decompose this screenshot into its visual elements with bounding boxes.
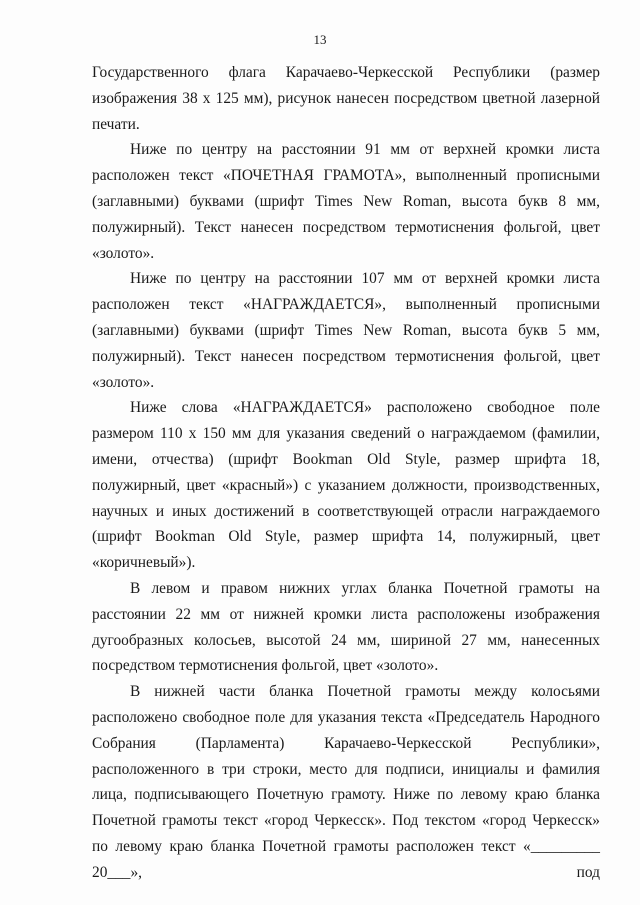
paragraph-recipient-field: Ниже слова «НАГРАЖДАЕТСЯ» расположено свободное поле размером 110 х 150 мм для указания сведений о награждаемом (фамилии, имени, отчества) (шрифт Bookman Old Style, размер шрифта 18, полужирный, цвет «красный») с указанием должности, производственных, научных и иных достижений в соответствующей отрасли награждаемого (шрифт Bookman Old Style, размер шрифта 14, полужирный, цвет «коричневый»). (92, 399, 600, 572)
document-body (92, 60, 600, 886)
page-number: 13 (313, 32, 327, 47)
paragraph-ears-images: В левом и правом нижних углах бланка Почетной грамоты на расстоянии 22 мм от нижней кромки листа расположены изображения дугообразных колосьев, высотой 24 мм, шириной 27 мм, нанесенных посредством термотиснения фольгой, цвет «золото». (92, 579, 600, 675)
paragraph-flag-continuation: Государственного флага Карачаево-Черкесской Республики (размер изображения 38 х 125 мм), рисунок нанесен посредством цветной лазерной печати. (92, 64, 600, 133)
paragraph-bottom-field: В нижней части бланка Почетной грамоты между колосьями расположено свободное поле для указания текста «Председатель Народного Собрания (Парламента) Карачаево-Черкесской Республики», расположенного в три строки, место для подписи, инициалы и фамилия лица, подписывающего Почетную грамоту. Ниже по левому краю бланка Почетной грамоты текст «город Черкесск». Под текстом «город Черкесск» по левому краю бланка Почетной грамоты расположен текст «_________ 20___», под (92, 683, 600, 881)
paragraph-pochetnaya-gramota-text: Ниже по центру на расстоянии 91 мм от верхней кромки листа расположен текст «ПОЧЕТНАЯ ГРАМОТА», выполненный прописными (заглавными) буквами (шрифт Times New Roman, высота букв 8 мм, полужирный). Текст нанесен посредством термотиснения фольгой, цвет «золото». (92, 141, 600, 262)
paragraph-nagrazhdaetsya-text: Ниже по центру на расстоянии 107 мм от верхней кромки листа расположен текст «НАГРАЖДАЕТСЯ», выполненный прописными (заглавными) буквами (шрифт Times New Roman, высота букв 5 мм, полужирный). Текст нанесен посредством термотиснения фольгой, цвет «золото». (92, 270, 600, 391)
